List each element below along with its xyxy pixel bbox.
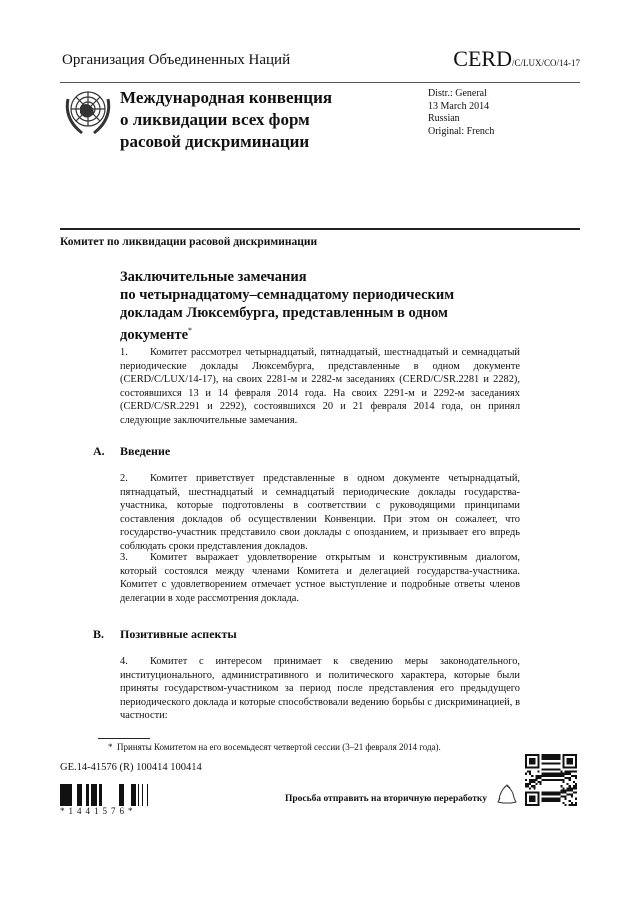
committee-name: Комитет по ликвидации расовой дискриминации xyxy=(60,236,318,248)
document-symbol xyxy=(453,46,580,72)
date-line: 13 March 2014 xyxy=(428,100,490,112)
organization-name: Организация Объединенных Наций xyxy=(62,52,291,68)
original-language-line: Original: French xyxy=(428,125,495,137)
recycle-notice: Просьба отправить на вторичную переработку xyxy=(285,794,487,804)
language-line: Russian xyxy=(428,113,460,124)
title-line: докладам Люксембурга, представленным в одном xyxy=(120,305,448,321)
footnote-divider xyxy=(98,738,150,739)
symbol-main: CERD xyxy=(453,46,512,71)
un-emblem-icon xyxy=(62,85,114,137)
convention-title xyxy=(120,87,332,153)
section-title: Введение xyxy=(120,444,171,458)
convention-title-line: расовой дискриминации xyxy=(120,132,310,151)
paragraph-number: 1. xyxy=(120,347,128,358)
title-divider xyxy=(60,228,580,230)
qr-code-icon xyxy=(525,754,577,806)
job-number: GE.14-41576 (R) 100414 100414 xyxy=(60,762,202,773)
paragraph-text: Комитет рассмотрел четырнадцатый, пятнадцатый, шестнадцатый и семнадцатый периодические доклады Люксембурга, представленные в одном документе (CERD/C/LUX/14-17), на своих 2281-м и 2282-м заседаниях (CERD/C/SR.2281 и 2282), состоявшихся 13 и 14 февраля 2014 года. На своих 2291-м и 2292-м заседаниях (CERD/C/SR.2291 и 2292), состоявшихся 20 и 21 февраля 2014 года, он принял следующие заключительные замечания. xyxy=(120,347,520,426)
header-divider xyxy=(60,82,580,83)
title-line: документе xyxy=(120,326,189,343)
section-a-heading xyxy=(93,444,170,459)
paragraph-3 xyxy=(120,551,520,605)
paragraph-number: 4. xyxy=(120,656,128,667)
barcode-icon xyxy=(60,784,148,806)
convention-title-line: о ликвидации всех форм xyxy=(120,110,310,129)
paragraph-text: Комитет приветствует представленные в одном документе четырнадцатый, пятнадцатый, шестнадцатый и семнадцатый периодические доклады государства-участника, которые подготовлены в соответствии с руководящими принципами составления докладов об осуществлении Конвенции. При этом он сожалеет, что государство-участник представило свои доклады с опозданием, и призывает его впредь соблюдать сроки представления докладов. xyxy=(120,473,520,552)
paragraph-text: Комитет с интересом принимает к сведению меры законодательного, институционального, административного и политического характера, которые были приняты государством-участником за период после представления его предыдущего периодического доклада и которые способствовали ведению борьбы с дискриминацией, в частности: xyxy=(120,656,520,721)
convention-title-line: Международная конвенция xyxy=(120,88,333,107)
paragraph-2 xyxy=(120,472,520,553)
section-letter: A. xyxy=(93,444,105,458)
document-title xyxy=(120,268,540,344)
section-b-heading xyxy=(93,627,237,642)
footnote xyxy=(108,742,441,752)
paragraph-4 xyxy=(120,655,520,723)
distribution-line: Distr.: General xyxy=(428,88,487,99)
paragraph-1 xyxy=(120,346,520,427)
section-title: Позитивные аспекты xyxy=(120,627,237,641)
section-letter: B. xyxy=(93,627,105,641)
distribution-info xyxy=(428,88,494,138)
recycle-icon xyxy=(496,784,518,806)
paragraph-number: 2. xyxy=(120,473,128,484)
title-line: Заключительные замечания xyxy=(120,269,307,285)
footnote-mark: * xyxy=(108,742,113,752)
barcode-number: *1441576* xyxy=(60,806,137,816)
footnote-text: Приняты Комитетом на его восемьдесят четвертой сессии (3–21 февраля 2014 года). xyxy=(117,742,441,752)
footnote-reference[interactable]: * xyxy=(188,326,193,335)
title-line: по четырнадцатому–семнадцатому периодическим xyxy=(120,287,455,303)
paragraph-number: 3. xyxy=(120,552,128,563)
paragraph-text: Комитет выражает удовлетворение открытым и конструктивным диалогом, который состоялся между членами Комитета и делегацией государства-участника. Комитет с удовлетворением отмечает устное выступление и подробные ответы членов делегации в ходе рассмотрения доклада. xyxy=(120,552,520,604)
symbol-suffix: /C/LUX/CO/14-17 xyxy=(511,58,580,68)
